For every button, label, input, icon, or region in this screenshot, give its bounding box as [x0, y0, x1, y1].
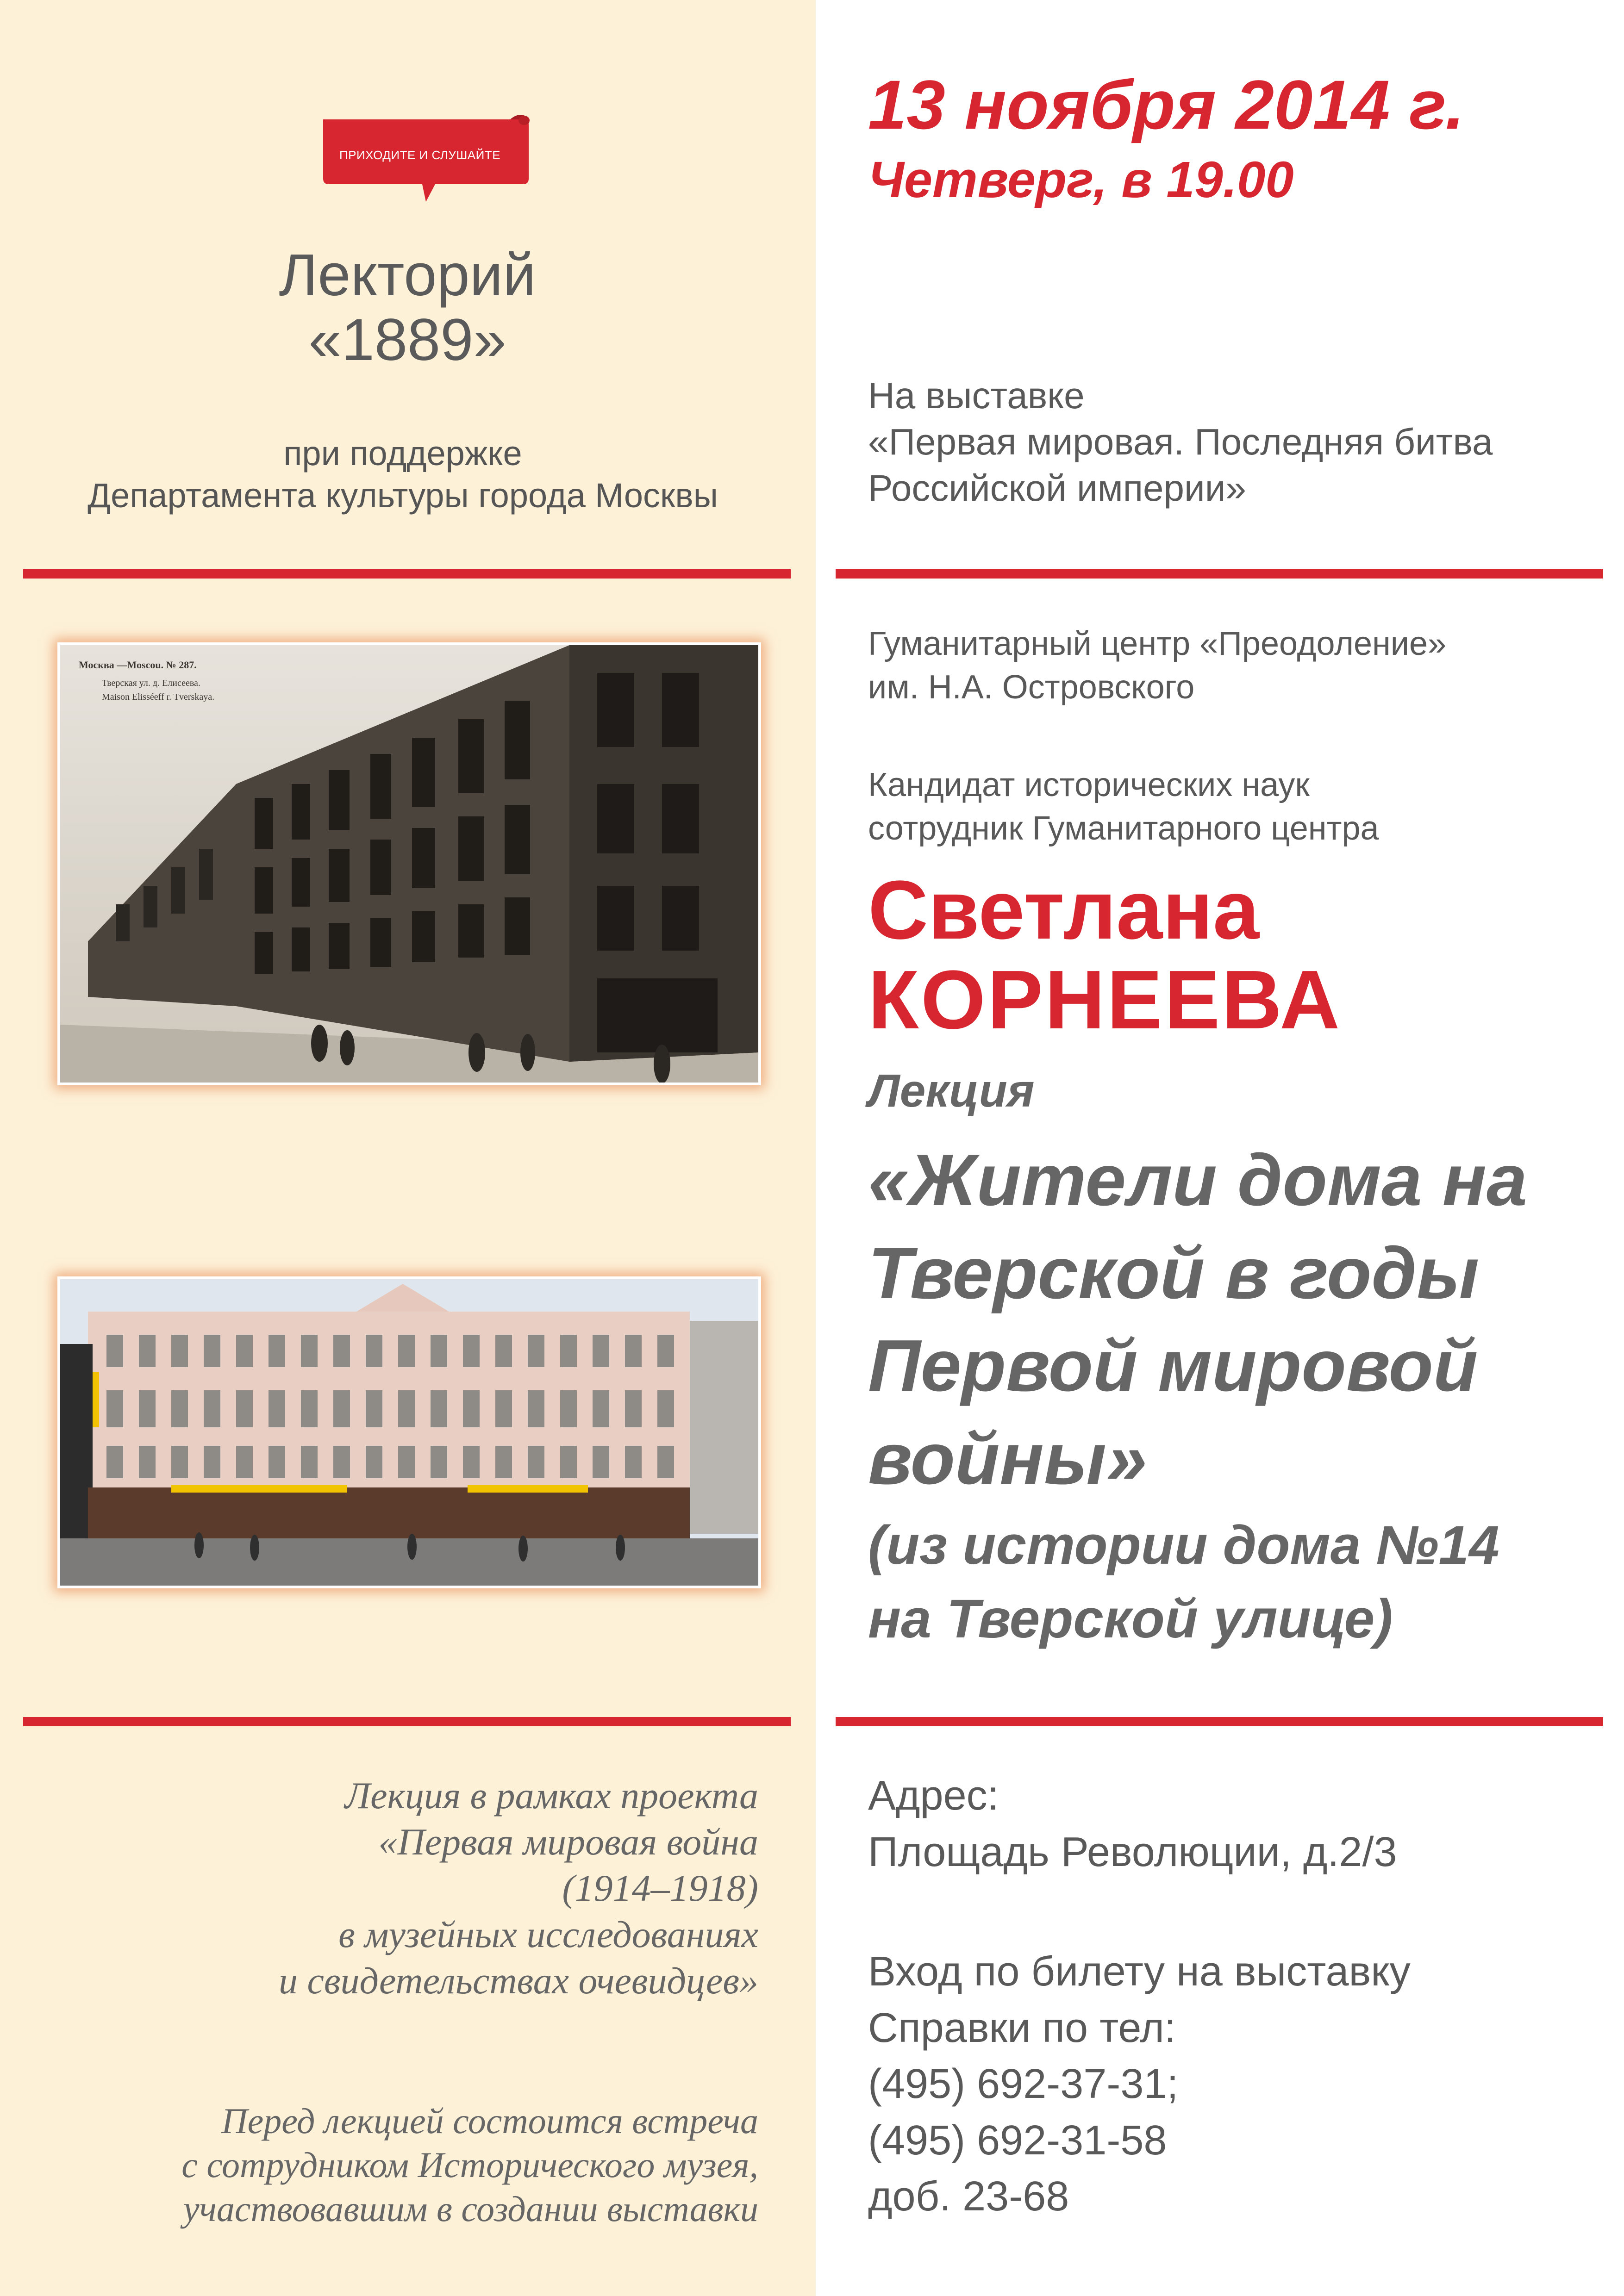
address-block: [868, 1768, 1397, 1880]
old-building-photo: [57, 642, 761, 1085]
address-value: Площадь Революции, д.2/3: [868, 1829, 1397, 1875]
exhibition-line-3: Российской империи»: [868, 467, 1246, 509]
project-text: [64, 1773, 758, 2004]
exhibition-text: [868, 373, 1493, 511]
lecture-title-line-2: Тверской в годы: [868, 1232, 1480, 1314]
lecture-title-line-3: Первой мировой: [868, 1325, 1478, 1407]
lecture-subtitle: [868, 1509, 1590, 1656]
meeting-text: [64, 2099, 758, 2231]
address-label: Адрес:: [868, 1773, 999, 1819]
meeting-line-2: с сотрудником Исторического музея,: [181, 2145, 758, 2185]
center-text: [868, 622, 1446, 709]
support-line-2: Департамента культуры города Москвы: [87, 476, 718, 515]
old-photo-caption-1: Москва —Moscou. № 287.: [79, 659, 197, 671]
project-line-2: «Первая мировая война: [378, 1821, 758, 1863]
phone-2: (495) 692-31-58: [868, 2117, 1167, 2164]
event-day-time: Четверг, в 19.00: [868, 151, 1294, 208]
lecture-title-line-1: «Жители дома на: [868, 1139, 1527, 1221]
lecture-subtitle-line-1: (из истории дома №14: [868, 1515, 1499, 1576]
divider-left-bottom: [23, 1717, 791, 1726]
center-line-2: им. Н.А. Островского: [868, 668, 1195, 706]
project-line-4: в музейных исследованиях: [338, 1913, 758, 1956]
speaker-title: [868, 764, 1379, 850]
speaker-first-name: Светлана: [868, 864, 1260, 957]
old-photo-caption-2: Тверская ул. д. Елисеева.: [102, 678, 200, 688]
event-date: 13 ноября 2014 г.: [868, 66, 1465, 143]
lectorium-title: Лекторий: [279, 242, 536, 308]
project-line-5: и свидетельствах очевидцев»: [279, 1960, 758, 2002]
meeting-line-3: участвовавшим в создании выставки: [183, 2189, 758, 2229]
lecture-label: Лекция: [868, 1065, 1035, 1117]
contacts-block: [868, 1944, 1411, 2225]
lecture-subtitle-line-2: на Тверской улице): [868, 1588, 1393, 1650]
exhibition-line-2: «Первая мировая. Последняя битва: [868, 421, 1493, 462]
old-photo-caption-3: Maison Elisséeff r. Tverskaya.: [102, 692, 215, 702]
lectorium-number: «1889»: [308, 307, 506, 373]
center-line-1: Гуманитарный центр «Преодоление»: [868, 625, 1447, 662]
modern-building-photo: [57, 1276, 761, 1588]
badge-text: ПРИХОДИТЕ И СЛУШАЙТЕ: [339, 148, 501, 162]
phone-1: (495) 692-37-31;: [868, 2061, 1179, 2107]
exhibition-line-1: На выставке: [868, 375, 1085, 416]
lecture-title: [868, 1134, 1590, 1506]
divider-right-top: [836, 569, 1603, 579]
project-line-3: (1914–1918): [562, 1867, 758, 1910]
speaker-last-name: КОРНЕЕВА: [868, 953, 1342, 1047]
old-building-image: [60, 645, 758, 1083]
support-line-1: при поддержке: [283, 434, 522, 473]
phone-extension: доб. 23-68: [868, 2173, 1069, 2220]
divider-right-bottom: [836, 1717, 1603, 1726]
project-line-1: Лекция в рамках проекта: [344, 1774, 758, 1817]
lecture-title-line-4: войны»: [868, 1418, 1147, 1500]
speaker-title-line-2: сотрудник Гуманитарного центра: [868, 809, 1379, 847]
divider-left-top: [23, 569, 791, 579]
entry-text: Вход по билету на выставку: [868, 1948, 1411, 1995]
speaker-name: [868, 865, 1342, 1045]
meeting-line-1: Перед лекцией состоится встреча: [221, 2101, 758, 2141]
modern-building-image: [60, 1279, 758, 1586]
speaker-title-line-1: Кандидат исторических наук: [868, 766, 1310, 803]
phones-label: Справки по тел:: [868, 2004, 1176, 2051]
